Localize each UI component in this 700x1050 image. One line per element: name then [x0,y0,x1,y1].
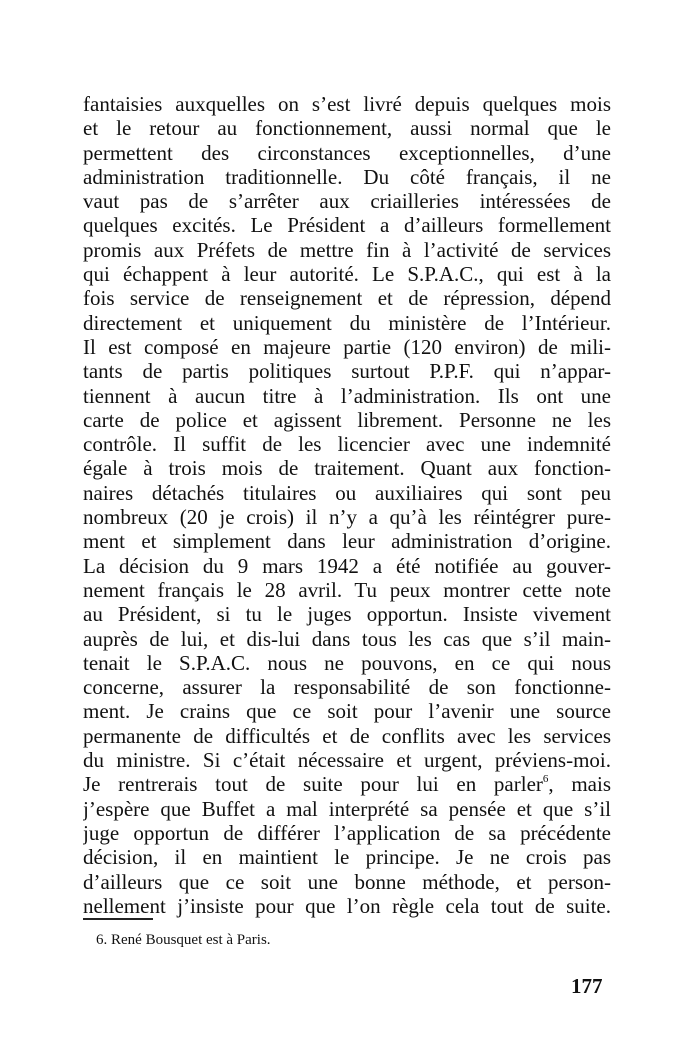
text-line: j’espère que Buffet a mal interprété sa pensée et que s’il [83,796,611,821]
text-line: du ministre. Si c’était nécessaire et urgent, préviens-moi. [83,748,611,773]
text-line: au Président, si tu le juges opportun. Insiste vivement [83,602,611,627]
text-line: juge opportun de différer l’application de sa précédente [83,820,611,845]
text-line: contrôle. Il suffit de les licencier avec une indemnité [83,432,611,457]
text-line: directement et uniquement du ministère de l’Intérieur. [83,310,611,335]
page-number: 177 [571,974,603,998]
text-line: fois service de renseignement et de répression, dépend [83,286,611,311]
text-line: nombreux (20 je crois) il n’y a qu’à les réintégrer pure- [83,505,611,530]
text-line: carte de police et agissent librement. Personne ne les [83,407,611,432]
text-line: auprès de lui, et dis-lui dans tous les cas que s’il main- [83,626,611,651]
text-line-tail: , mais [548,772,611,797]
text-line: nellement j’insiste pour que l’on règle cela tout de suite. [83,893,611,918]
footnote: 6. René Bousquet est à Paris. [96,932,271,948]
text-line: permettent des circonstances exceptionnelles, d’une [83,140,611,165]
text-line: administration traditionnelle. Du côté français, il ne [83,164,611,189]
text-line-with-note [83,772,611,796]
text-line: promis aux Préfets de mettre fin à l’activité de services [83,237,611,262]
text-line: Il est composé en majeure partie (120 environ) de mili- [83,334,611,359]
text-line-head: Je rentrerais tout de suite pour lui en parler [83,772,543,797]
text-line: ment. Je crains que ce soit pour l’avenir une source [83,699,611,724]
footnote-reference[interactable]: 6 [542,773,549,786]
text-line: égale à trois mois de traitement. Quant aux fonction- [83,456,611,481]
text-line: décision, il en maintient le principe. Je ne crois pas [83,845,611,870]
text-line: concerne, assurer la responsabilité de son fonctionne- [83,675,611,700]
text-line: La décision du 9 mars 1942 a été notifiée au gouver- [83,553,611,578]
text-line: vaut pas de s’arrêter aux criailleries intéressées de [83,189,611,214]
footnote-divider [83,918,153,920]
text-line: qui échappent à leur autorité. Le S.P.A.C., qui est à la [83,262,611,287]
text-line: fantaisies auxquelles on s’est livré depuis quelques mois [83,92,611,116]
text-line: tiennent à aucun titre à l’administration. Ils ont une [83,383,611,408]
text-line: nement français le 28 avril. Tu peux montrer cette note [83,577,611,602]
text-line: quelques excités. Le Président a d’ailleurs formellement [83,213,611,238]
text-line: et le retour au fonctionnement, aussi normal que le [83,116,611,141]
text-line: permanente de difficultés et de conflits avec les services [83,723,611,748]
text-line: ment et simplement dans leur administration d’origine. [83,529,611,554]
text-line: tenait le S.P.A.C. nous ne pouvons, en ce qui nous [83,650,611,675]
text-line: d’ailleurs que ce soit une bonne méthode, et person- [83,869,611,894]
text-line: tants de partis politiques surtout P.P.F. qui n’appar- [83,359,611,384]
body-text [83,92,611,918]
text-line: naires détachés titulaires ou auxiliaires qui sont peu [83,480,611,505]
